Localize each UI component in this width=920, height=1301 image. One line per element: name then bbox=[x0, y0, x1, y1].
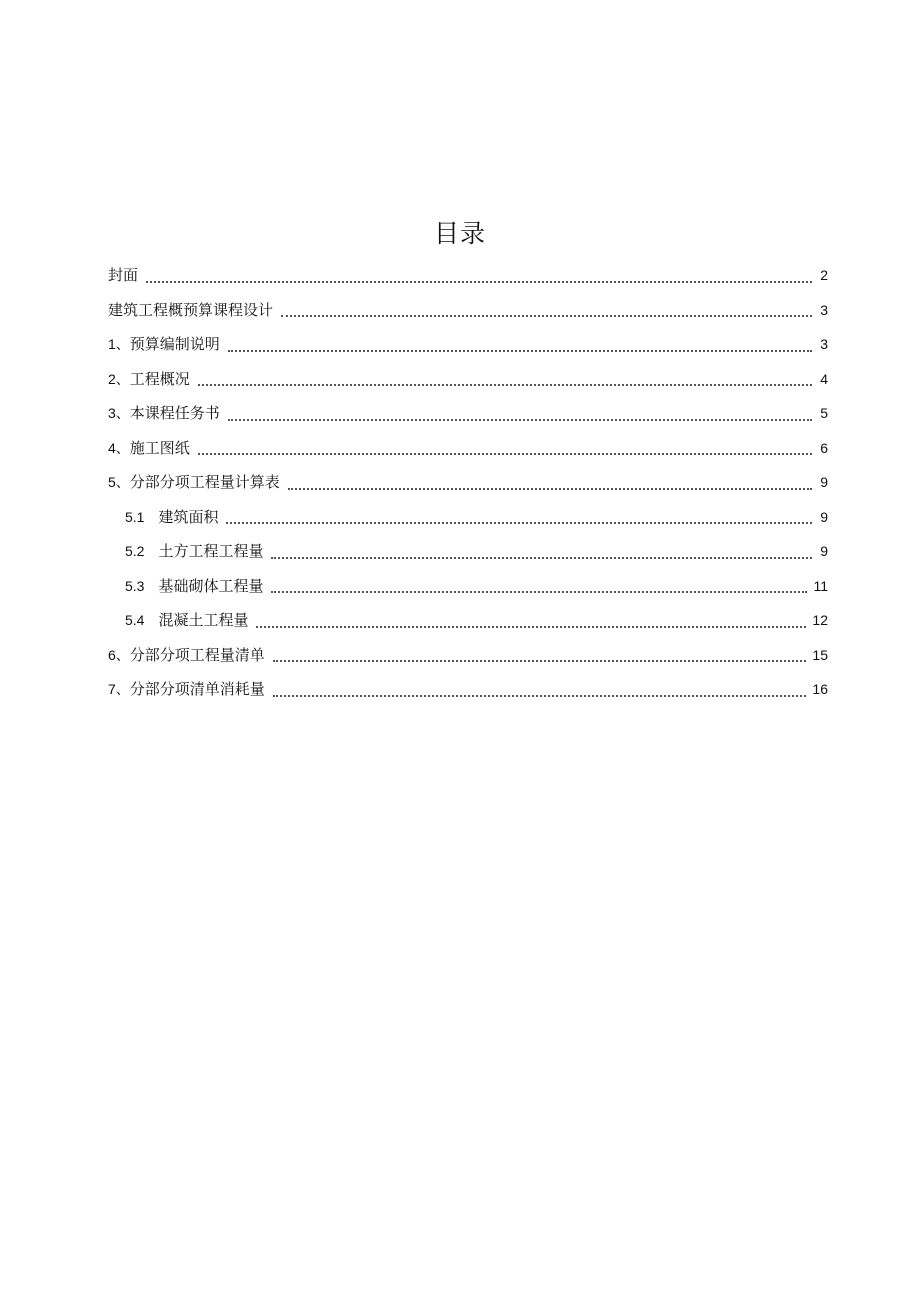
toc-dot-leader bbox=[146, 280, 812, 283]
toc-entry-text: 分部分项清单消耗量 bbox=[129, 680, 265, 698]
toc-entry-section-2[interactable] bbox=[108, 362, 828, 397]
toc-dot-leader bbox=[281, 314, 812, 317]
toc-page-number: 5 bbox=[820, 405, 828, 421]
toc-entry-section-7[interactable] bbox=[108, 672, 828, 707]
toc-page-number: 16 bbox=[812, 681, 828, 697]
toc-dot-leader bbox=[226, 521, 812, 524]
toc-entry-course-design[interactable] bbox=[108, 293, 828, 328]
toc-entry-section-5-4[interactable] bbox=[108, 603, 828, 638]
toc-entry-text: 建筑工程概预算课程设计 bbox=[108, 300, 274, 319]
toc-dot-leader bbox=[228, 349, 812, 352]
toc-dot-leader bbox=[198, 383, 812, 386]
toc-entry-text: 分部分项工程量清单 bbox=[129, 645, 265, 664]
toc-entry-section-6[interactable] bbox=[108, 638, 828, 673]
toc-entry-text: 混凝土工程量 bbox=[158, 611, 249, 629]
toc-entry-number: 5.2 bbox=[125, 543, 145, 559]
toc-entry-text: 本课程任务书 bbox=[129, 404, 220, 422]
toc-page-number: 3 bbox=[820, 301, 828, 318]
toc-entry-section-5[interactable] bbox=[108, 465, 828, 500]
toc-entry-text: 基础砌体工程量 bbox=[158, 576, 264, 595]
toc-entry-text: 土方工程工程量 bbox=[158, 542, 264, 560]
toc-page-number: 15 bbox=[812, 646, 828, 663]
toc-page-number: 9 bbox=[820, 543, 828, 559]
toc-entry-text: 预算编制说明 bbox=[129, 335, 220, 353]
toc-page-number: 9 bbox=[820, 508, 828, 525]
toc-dot-leader bbox=[273, 659, 807, 662]
toc-entry-section-5-3[interactable] bbox=[108, 569, 828, 604]
toc-entry-cover[interactable] bbox=[108, 258, 828, 293]
toc-entry-section-5-1[interactable] bbox=[108, 500, 828, 535]
toc-dot-leader bbox=[228, 418, 812, 421]
toc-entry-number: 4、 bbox=[108, 439, 130, 456]
toc-page-number: 4 bbox=[820, 370, 828, 387]
toc-entry-number: 5、 bbox=[108, 474, 130, 490]
toc-entry-number: 2、 bbox=[108, 370, 130, 387]
toc-dot-leader bbox=[273, 694, 807, 697]
toc-page-number: 12 bbox=[812, 612, 828, 628]
toc-page-number: 2 bbox=[820, 267, 828, 283]
toc-entry-text: 封面 bbox=[108, 266, 139, 284]
toc-entry-number: 1、 bbox=[108, 336, 130, 352]
toc-entry-text: 分部分项工程量计算表 bbox=[129, 473, 280, 491]
toc-dot-leader bbox=[288, 487, 812, 490]
toc-entry-section-1[interactable] bbox=[108, 327, 828, 362]
toc-entry-number: 7、 bbox=[108, 681, 130, 697]
toc-page-number: 6 bbox=[820, 439, 828, 456]
toc-dot-leader bbox=[271, 590, 807, 593]
toc-entry-number: 6、 bbox=[108, 646, 130, 663]
toc-entry-section-3[interactable] bbox=[108, 396, 828, 431]
toc-page-number: 9 bbox=[820, 474, 828, 490]
toc-entry-number: 5.1 bbox=[125, 508, 145, 525]
table-of-contents bbox=[108, 258, 828, 707]
toc-page-number: 11 bbox=[813, 577, 828, 594]
toc-entry-section-4[interactable] bbox=[108, 431, 828, 466]
toc-entry-number: 5.4 bbox=[125, 612, 145, 628]
toc-entry-section-5-2[interactable] bbox=[108, 534, 828, 569]
toc-entry-number: 5.3 bbox=[125, 577, 145, 594]
toc-title: 目录 bbox=[433, 219, 486, 248]
toc-page-number: 3 bbox=[820, 336, 828, 352]
toc-entry-number: 3、 bbox=[108, 405, 130, 421]
toc-entry-text: 施工图纸 bbox=[129, 438, 190, 457]
toc-dot-leader bbox=[256, 625, 806, 628]
toc-entry-text: 工程概况 bbox=[129, 369, 190, 388]
toc-entry-text: 建筑面积 bbox=[158, 507, 219, 526]
toc-dot-leader bbox=[198, 452, 812, 455]
toc-dot-leader bbox=[271, 556, 812, 559]
